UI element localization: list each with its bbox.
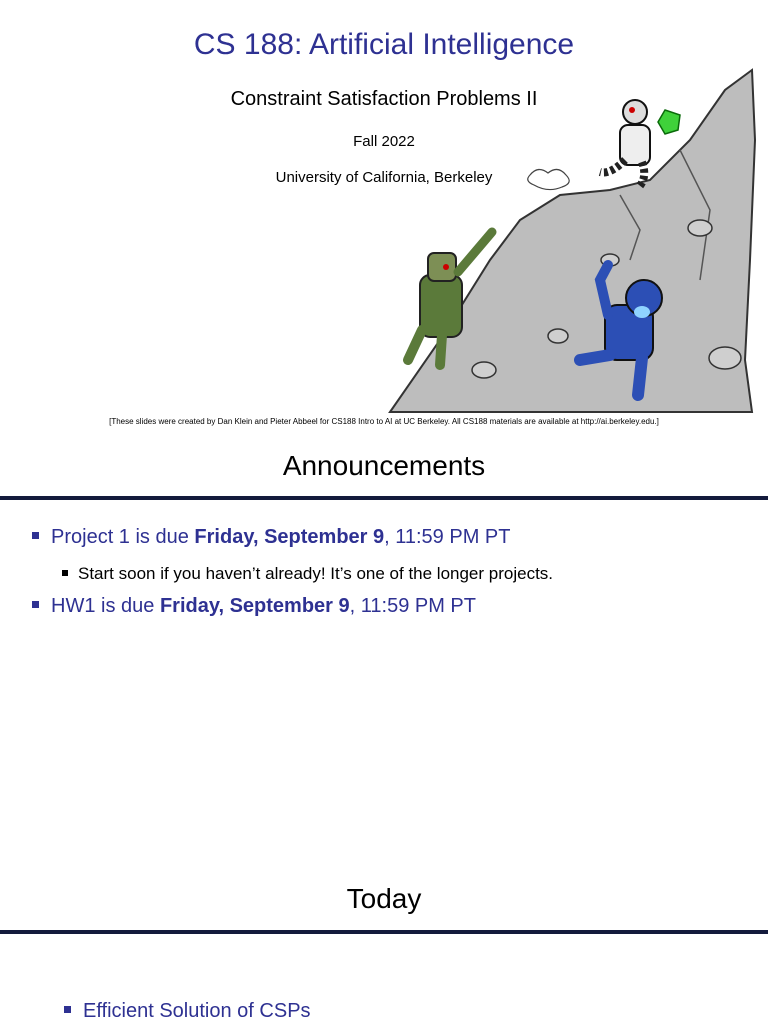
sub-bullet-square-icon — [62, 570, 68, 576]
today-slide — [0, 880, 768, 1024]
bullet-date: Friday, September 9 — [194, 526, 385, 548]
robots-climbing-mountain-illustration — [380, 60, 768, 416]
slide-title: CS 188: Artificial Intelligence — [193, 28, 575, 61]
title-divider — [0, 496, 768, 500]
bullet-efficient-solution — [64, 1000, 311, 1023]
sub-bullet-text: Start soon if you haven’t already! It’s one of the longer projects. — [78, 564, 554, 583]
slide-subtitle: Constraint Satisfaction Problems II — [230, 88, 538, 110]
university-label: University of California, Berkeley — [275, 169, 493, 186]
bullet-square-icon — [32, 532, 39, 539]
bullet-time: , 11:59 PM PT — [384, 526, 511, 548]
bullet-hw1 — [32, 595, 476, 618]
bullet-text: Efficient Solution of CSPs — [83, 1000, 311, 1022]
title-slide — [0, 0, 768, 436]
bullet-square-icon — [64, 1006, 71, 1013]
sub-bullet-start-soon — [62, 564, 553, 584]
bullet-text: HW1 is due — [51, 595, 160, 617]
announcements-title: Announcements — [282, 450, 486, 481]
credits-note: [These slides were created by Dan Klein and Pieter Abbeel for CS188 Intro to AI at UC Berkeley. All CS188 materials are available at http://ai.berkeley.edu.] — [109, 417, 659, 426]
today-title: Today — [346, 883, 422, 914]
bullet-date: Friday, September 9 — [159, 595, 350, 617]
bullet-square-icon — [32, 601, 39, 608]
term-label: Fall 2022 — [353, 133, 415, 150]
bullet-time: , 11:59 PM PT — [349, 595, 476, 617]
title-divider — [0, 930, 768, 934]
announcements-slide — [0, 440, 768, 876]
bullet-text: Project 1 is due — [51, 526, 195, 548]
bullet-project1 — [32, 526, 510, 549]
